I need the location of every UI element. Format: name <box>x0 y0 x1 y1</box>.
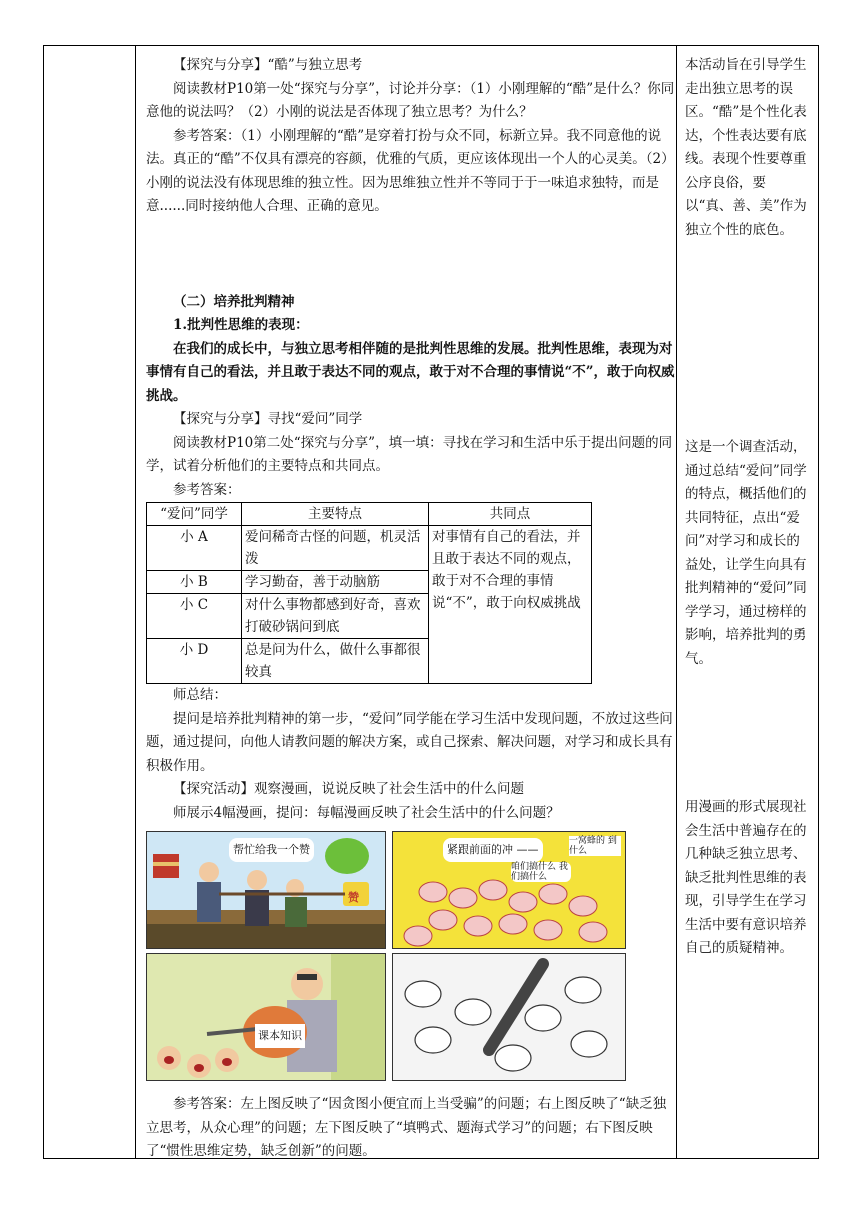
task-text: 阅读教材P10第二处“探究与分享”，填一填：寻找在学习和生活中乐于提出问题的同学，试着分析他们的主要特点和共同点。 <box>146 434 673 474</box>
lesson-table <box>43 45 819 1159</box>
table-header: “爱问”同学 <box>147 503 242 526</box>
table-cell-trait: 总是问为什么，做什么事都很较真 <box>242 639 429 684</box>
section-title: 【探究与分享】“酷”与独立思考 <box>173 57 363 73</box>
comic-bottom-left-illustration <box>147 954 386 1081</box>
task-text: 师展示4幅漫画，提问：每幅漫画反映了社会生活中的什么问题？ <box>173 804 560 821</box>
design-note: 本活动旨在引导学生走出独立思考的误区。“酷”是个性化表达，个性表达要有底线。表现个性要尊重公序良俗，要以“真、善、美”作为独立个性的底色。 <box>685 57 807 238</box>
comic-bottom-left <box>146 953 386 1081</box>
curious-students-table <box>146 502 592 684</box>
comic-caption: 一窝蜂的 到什么 <box>569 836 621 856</box>
table-cell-name: 小 C <box>147 594 242 639</box>
comic-top-right <box>392 831 626 949</box>
task-text: 阅读教材P10第一处“探究与分享”，讨论并分享：（1）小刚理解的“酷”是什么？你同意他的说法吗？（2）小刚的说法是否体现了独立思考？为什么？ <box>146 80 675 120</box>
comic-bottom-right-illustration <box>393 954 626 1081</box>
comic-caption: 帮忙给我一个赞 <box>229 838 314 862</box>
table-cell-common: 对事情有自己的看法，并且敢于表达不同的观点，敢于对不合理的事情说“不”，敢于向权威挑战 <box>429 526 592 684</box>
design-note: 用漫画的形式展现社会生活中普遍存在的几种缺乏独立思考、缺乏批判性思维的表现，引导学生在学习生活中要有意识培养自己的质疑精神。 <box>685 799 807 956</box>
summary-text: 提问是培养批判精神的第一步，“爱问”同学能在学习生活中发现问题，不放过这些问题，通过提问，向他人请教问题的解决方案，或自己探索、解决问题，对学习和成长具有积极作用。 <box>146 710 673 774</box>
table-cell-trait: 对什么事物都感到好奇，喜欢打破砂锅问到底 <box>242 594 429 639</box>
table-cell-trait: 学习勤奋，善于动脑筋 <box>242 571 429 594</box>
column-divider <box>676 46 677 1158</box>
comic-grid <box>146 831 676 1093</box>
summary-label: 师总结： <box>173 687 227 703</box>
answer-label: 参考答案： <box>173 481 241 498</box>
comic-caption: 咱们搞什么 我们搞什么 <box>511 862 571 882</box>
answer-text: 参考答案：左上图反映了“因贪图小便宜而上当受骗”的问题；右上图反映了“缺乏独立思考，从众心理”的问题；左下图反映了“填鸭式、题海式学习”的问题；右下图反映了“惯性思维定势，缺乏创新”的问题。 <box>146 1096 667 1159</box>
design-note: 这是一个调查活动，通过总结“爱问”同学的特点，概括他们的共同特征，点出“爱问”对学习和成长的益处，让学生向具有批判精神的“爱问”同学学习，通过榜样的影响，培养批判的勇气。 <box>685 439 807 667</box>
point-body: 在我们的成长中，与独立思考相伴随的是批判性思维的发展。批判性思维，表现为对事情有自己的看法，并且敢于表达不同的观点，敢于对不合理的事情说“不”，敢于向权威挑战。 <box>146 340 675 404</box>
comic-bottom-right <box>392 953 626 1081</box>
teaching-content <box>146 54 676 1164</box>
point-heading: 1.批判性思维的表现： <box>173 317 309 333</box>
comic-caption: 课本知识 <box>255 1024 305 1048</box>
section-title: 【探究与分享】寻找“爱问”同学 <box>173 411 363 427</box>
table-cell-name: 小 B <box>147 571 242 594</box>
answer-text: 参考答案：（1）小刚理解的“酷”是穿着打扮与众不同，标新立异。我不同意他的说法。真正的“酷”不仅具有漂亮的容颜，优雅的气质，更应该体现出一个人的心灵美。（2）小刚的说法没有体现思维的独立性。因为思维独立性并不等同于于一味追求独特，而是意......同时接纳他人合理、正确的意见。 <box>146 127 675 214</box>
comic-caption: 紧跟前面的冲 —— <box>443 838 543 862</box>
comic-caption: 赞 <box>348 891 359 904</box>
column-divider <box>135 46 136 1158</box>
table-cell-trait: 爱问稀奇古怪的问题，机灵活泼 <box>242 526 429 571</box>
table-header: 共同点 <box>429 503 592 526</box>
table-cell-name: 小 D <box>147 639 242 684</box>
section-title: 【探究活动】观察漫画，说说反映了社会生活中的什么问题 <box>173 781 524 797</box>
table-header: 主要特点 <box>242 503 429 526</box>
part-heading: （二）培养批判精神 <box>173 293 295 310</box>
table-cell-name: 小 A <box>147 526 242 571</box>
comic-top-left <box>146 831 386 949</box>
